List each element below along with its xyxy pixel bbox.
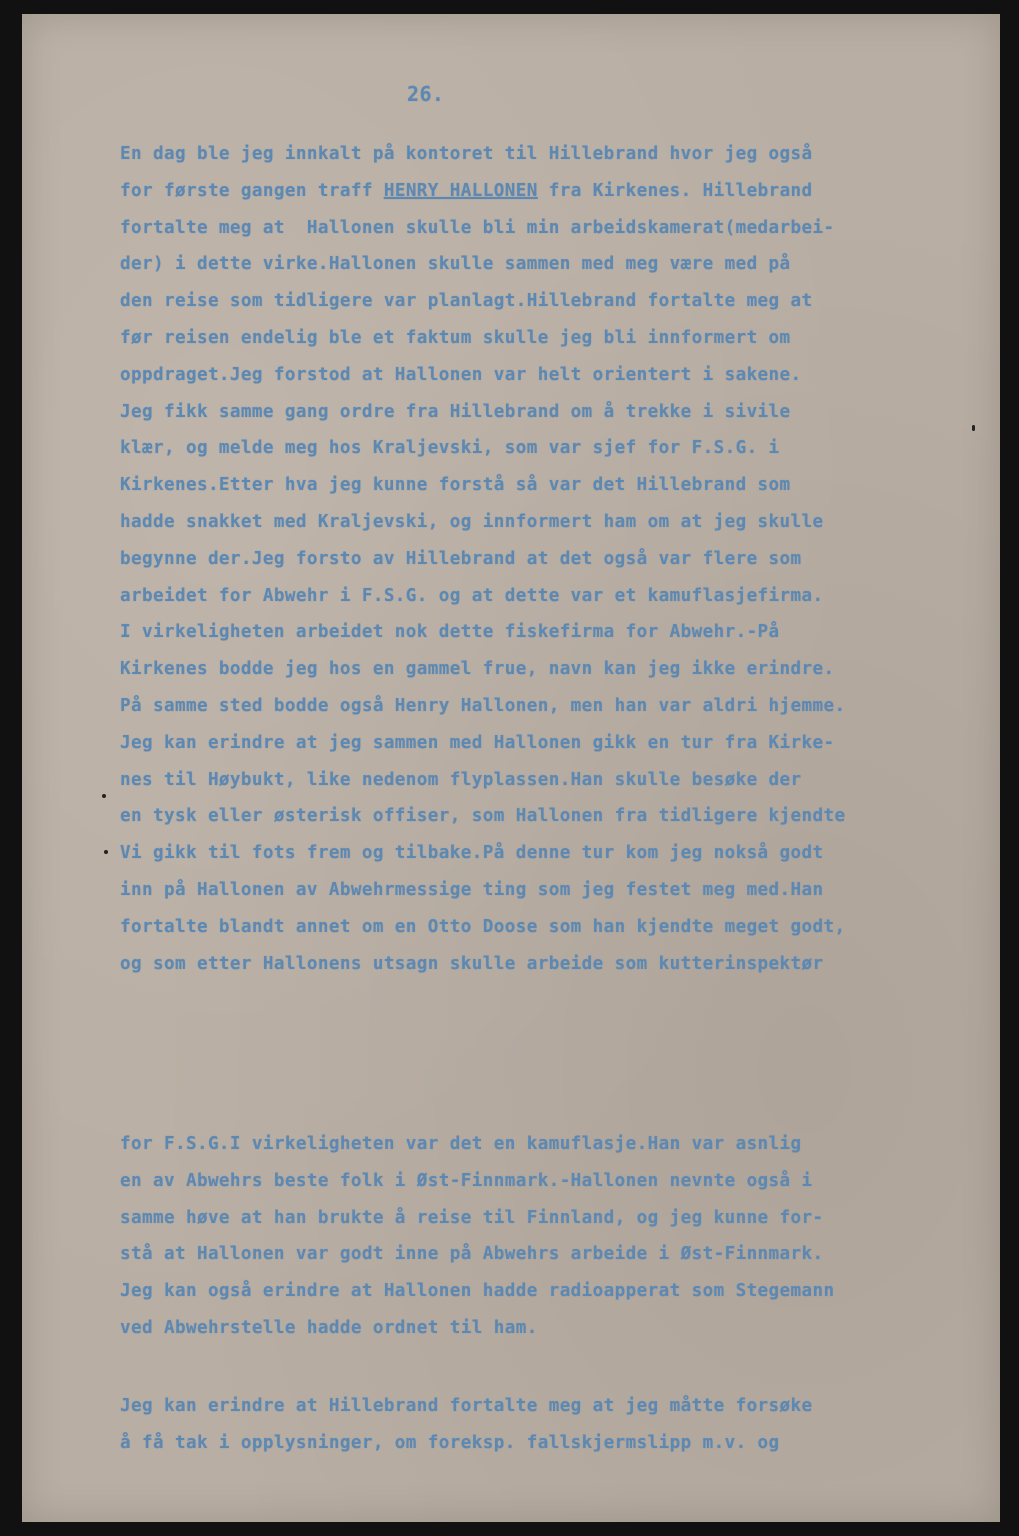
text-line: På samme sted bodde også Henry Hallonen, men han var aldri hjemme. [120, 696, 846, 716]
text-line: for F.S.G.I virkeligheten var det en kamuflasje.Han var asnlig [120, 1134, 802, 1154]
ink-dot [102, 794, 106, 798]
text-line: stå at Hallonen var godt inne på Abwehrs arbeide i Øst-Finnmark. [120, 1244, 824, 1265]
text-line: klær, og melde meg hos Kraljevski, som var sjef for F.S.G. i [120, 438, 780, 459]
text-line: fortalte meg at Hallonen skulle bli min arbeidskamerat(medarbei- [120, 217, 835, 238]
text-line: Jeg kan erindre at jeg sammen med Hallonen gikk en tur fra Kirke- [120, 732, 835, 753]
underlined-name: HENRY HALLONEN [383, 180, 538, 201]
text-line: den reise som tidligere var planlagt.Hillebrand fortalte meg at [120, 291, 813, 312]
ink-dot [104, 850, 108, 854]
text-line: å få tak i opplysninger, om foreksp. fallskjermslipp m.v. og [120, 1432, 780, 1453]
text-line: en tysk eller østerisk offiser, som Hallonen fra tidligere kjendte [120, 806, 846, 827]
text-line: nes til Høybukt, like nedenom flyplassen.Han skulle besøke der [120, 769, 802, 790]
document-page [22, 14, 1000, 1522]
text-line: inn på Hallonen av Abwehrmessige ting som jeg festet meg med.Han [120, 880, 824, 900]
text-line: hadde snakket med Kraljevski, og innformert ham om at jeg skulle [120, 512, 824, 532]
text-line: en av Abwehrs beste folk i Øst-Finnmark.-Hallonen nevnte også i [120, 1170, 813, 1191]
text-line: for første gangen traff HENRY HALLONEN fra Kirkenes. Hillebrand [120, 180, 813, 201]
text-line: før reisen endelig ble et faktum skulle jeg bli innformert om [120, 328, 791, 348]
text-line: samme høve at han brukte å reise til Finnland, og jeg kunne for- [120, 1207, 824, 1228]
text-line: En dag ble jeg innkalt på kontoret til Hillebrand hvor jeg også [120, 144, 813, 164]
text-line: begynne der.Jeg forsto av Hillebrand at det også var flere som [120, 548, 802, 569]
page-number: 26. [407, 82, 445, 106]
text-line: Kirkenes.Etter hva jeg kunne forstå så var det Hillebrand som [120, 475, 791, 496]
text-line: Jeg kan også erindre at Hallonen hadde radioapperat som Stegemann [120, 1281, 835, 1302]
text-line: Vi gikk til fots frem og tilbake.På denne tur kom jeg nokså godt [120, 843, 824, 864]
text-line: oppdraget.Jeg forstod at Hallonen var helt orientert i sakene. [120, 364, 802, 385]
ink-mark [972, 425, 975, 431]
text-line: I virkeligheten arbeidet nok dette fiskefirma for Abwehr.-På [120, 622, 780, 643]
text-line: fortalte blandt annet om en Otto Doose som han kjendte meget godt, [120, 916, 846, 937]
text-line: Jeg fikk samme gang ordre fra Hillebrand om å trekke i sivile [120, 401, 791, 422]
text-line: ved Abwehrstelle hadde ordnet til ham. [120, 1318, 538, 1338]
text-line: og som etter Hallonens utsagn skulle arbeide som kutterinspektør [120, 953, 824, 974]
text-line: arbeidet for Abwehr i F.S.G. og at dette var et kamuflasjefirma. [120, 585, 824, 606]
text-line: Jeg kan erindre at Hillebrand fortalte meg at jeg måtte forsøke [120, 1396, 813, 1416]
text-line: der) i dette virke.Hallonen skulle sammen med meg være med på [120, 254, 791, 275]
text-line: Kirkenes bodde jeg hos en gammel frue, navn kan jeg ikke erindre. [120, 659, 835, 680]
